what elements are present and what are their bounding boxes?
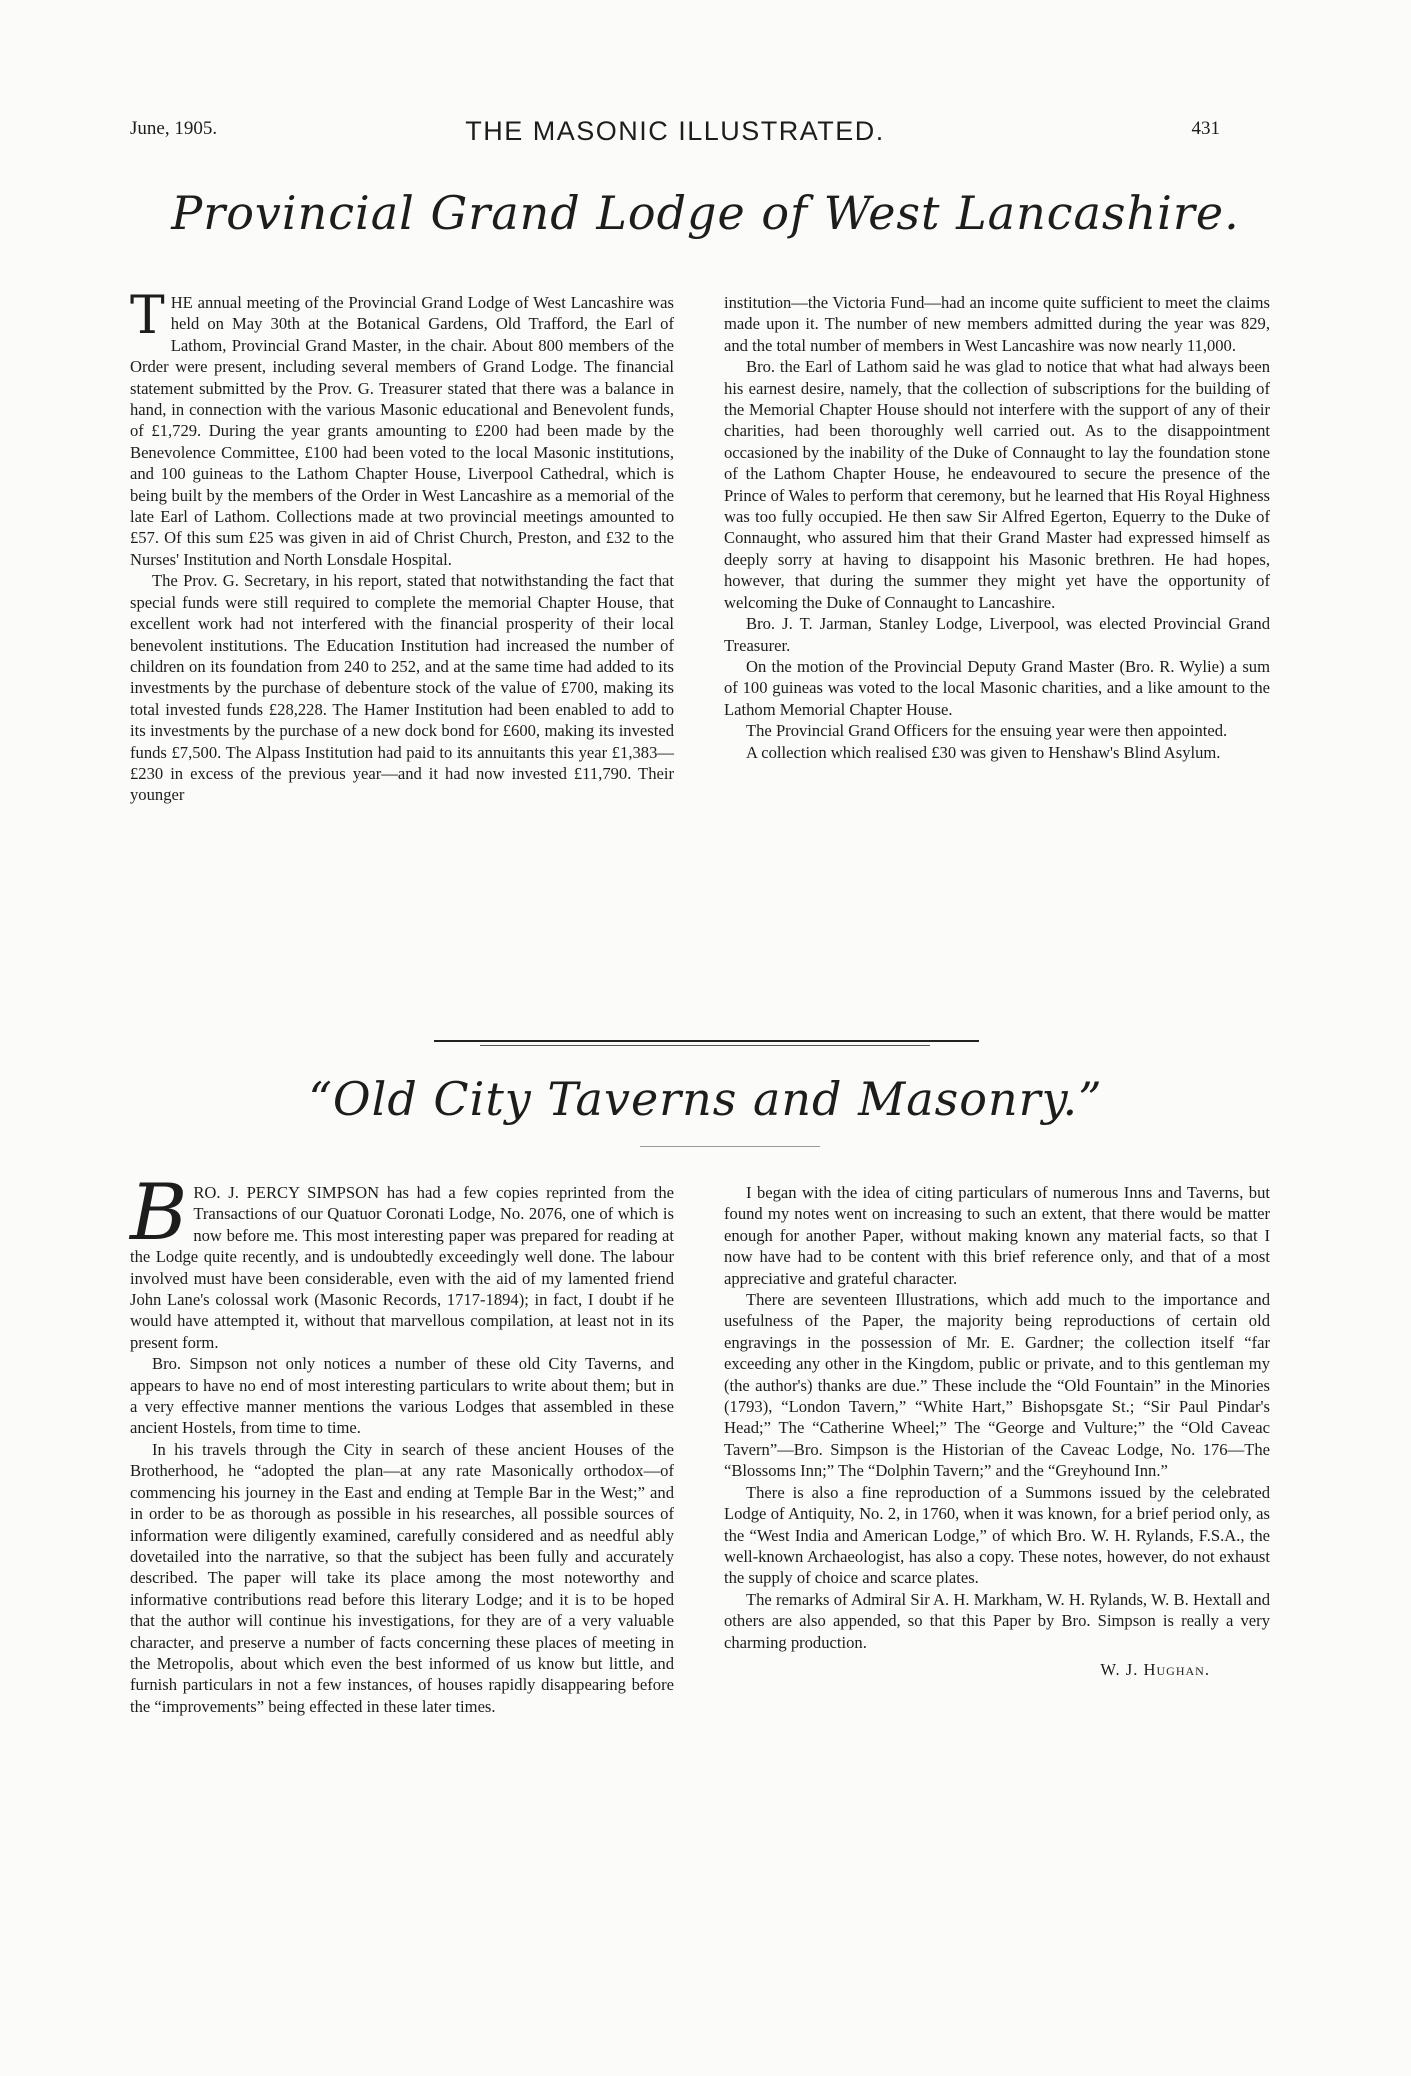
paragraph: institution—the Victoria Fund—had an income quite sufficient to meet the claims made upon it. The number of new members admitted during the year was 829, and the total number of members in West Lancashire was now nearly 11,000. xyxy=(724,293,1270,355)
article-1-column-2 xyxy=(724,292,1270,763)
paragraph: There are seventeen Illustrations, which add much to the importance and usefulness of the Paper, the majority being reproductions of certain old engravings in the possession of Mr. E. Gardner; the collection itself “far exceeding any other in the Kingdom, public or private, and to this gentleman my (the author's) thanks are due.” These include the “Old Fountain” in the Minories (1793), “London Tavern,” “White Hart,” Bishopsgate St.; “Sir Paul Pindar's Head;” The “Catherine Wheel;” The “George and Vulture;” the “Old Caveac Tavern”—Bro. Simpson is the Historian of the Caveac Lodge, No. 176—The “Blossoms Inn;” The “Dolphin Tavern;” and the “Greyhound Inn.” xyxy=(724,1290,1270,1481)
running-head xyxy=(130,116,1220,152)
article-1-column-1 xyxy=(130,286,674,806)
publication-title: THE MASONIC ILLUSTRATED. xyxy=(465,116,885,146)
article-2-column-2 xyxy=(724,1182,1270,1680)
section-divider-thin xyxy=(480,1045,930,1046)
paragraph: A collection which realised £30 was given to Henshaw's Blind Asylum. xyxy=(746,742,1221,762)
paragraph: Bro. J. T. Jarman, Stanley Lodge, Liverpool, was elected Provincial Grand Treasurer. xyxy=(724,614,1270,655)
issue-date: June, 1905. xyxy=(130,118,218,139)
drop-cap: B xyxy=(130,1168,188,1258)
article-1-title: Provincial Grand Lodge of West Lancashire. xyxy=(171,186,1240,240)
paragraph: Bro. the Earl of Lathom said he was glad to notice that what had always been his earnest desire, namely, that the collection of subscriptions for the building of the Memorial Chapter House should not interfere with the support of any of their charities, had been thoroughly well carried out. As to the disappointment occasioned by the inability of the Duke of Connaught to lay the foundation stone of the Lathom Chapter House, he endeavoured to secure the presence of the Prince of Wales to perform that ceremony, but he learned that His Royal Highness was too fully occupied. He then saw Sir Alfred Egerton, Equerry to the Duke of Connaught, who assured him that their Grand Master had expressed himself as deeply sorry at having to disappoint his Masonic brethren. He had hopes, however, that during the summer they might yet have the opportunity of welcoming the Duke of Connaught to Lancashire. xyxy=(724,357,1270,612)
paragraph: The Prov. G. Secretary, in his report, stated that notwithstanding the fact that special funds were still required to complete the memorial Chapter House, that excellent work had not interfered with the financial prosperity of their local benevolent institutions. The Education Institution had increased the number of children on its foundation from 240 to 252, and at the same time had added to its investments by the purchase of debenture stock of the value of £700, making its total invested funds £28,228. The Hamer Institution had been enabled to add to its investments by the purchase of a new dock bond for £600, making its invested funds £7,500. The Alpass Institution had paid to its annuitants this year £1,383—£230 in excess of the previous year—and it had now invested £11,790. Their younger xyxy=(130,571,674,805)
paragraph: Bro. Simpson not only notices a number of these old City Taverns, and appears to have no end of most interesting particulars to write about them; but in a very effective manner mentions the various Lodges that assembled in these ancient Hostels, from time to time. xyxy=(130,1354,674,1438)
paragraph: There is also a fine reproduction of a Summons issued by the celebrated Lodge of Antiquity, No. 2, in 1760, when it was known, for a brief period only, as the “West India and American Lodge,” of which Bro. W. H. Rylands, F.S.A., the well-known Archaeologist, has also a copy. These notes, however, do not exhaust the supply of choice and scarce plates. xyxy=(724,1482,1270,1588)
paragraph: The Provincial Grand Officers for the ensuing year were then appointed. xyxy=(746,721,1228,741)
paragraph: BRO. J. PERCY SIMPSON has had a few copies reprinted from the Transactions of our Quatuor Coronati Lodge, No. 2076, one of which is now before me. This most interesting paper was prepared for reading at the Lodge quite recently, and is undoubtedly exceedingly well done. The labour involved must have been considerable, even with the aid of my lamented friend John Lane's colossal work (Masonic Records, 1717-1894); in fact, I doubt if he would have attempted it, without that marvellous compilation, at least not in its present form. xyxy=(130,1168,674,1352)
article-2-title: “Old City Taverns and Masonry.” xyxy=(308,1072,1103,1126)
author-signature: W. J. Hughan. xyxy=(1100,1659,1210,1679)
paragraph: The remarks of Admiral Sir A. H. Markham, W. H. Rylands, W. B. Hextall and others are also appended, so that this Paper by Bro. Simpson is really a very charming production. xyxy=(724,1589,1270,1652)
paragraph: On the motion of the Provincial Deputy Grand Master (Bro. R. Wylie) a sum of 100 guineas was voted to the local Masonic charities, and a like amount to the Lathom Memorial Chapter House. xyxy=(724,656,1270,719)
paragraph: In his travels through the City in search of these ancient Houses of the Brotherhood, he “adopted the plan—at any rate Masonically orthodox—of commencing his journey in the East and ending at Temple Bar in the West;” and in order to be as thorough as possible in his researches, all possible sources of information were diligently examined, carefully considered and as needful ably dovetailed into the narrative, so that the subject has been fully and accurately described. The paper will take its place among the most noteworthy and informative contributions read before this literary Lodge; and it is to be hoped that the author will continue his investigations, for they are of a very valuable character, and preserve a number of facts concerning these places of meeting in the Metropolis, about which even the best informed of us know but little, and furnish particulars in not a few instances, of houses rapidly disappearing before the “improvements” being effected in these later times. xyxy=(130,1439,674,1716)
paragraph: I began with the idea of citing particulars of numerous Inns and Taverns, but found my notes went on increasing to such an extent, that there would be matter enough for another Paper, without making known any material facts, so that I now have had to be content with this brief reference only, and that of a most appreciative and grateful character. xyxy=(724,1183,1270,1288)
page-number: 431 xyxy=(1191,118,1220,139)
article-2-column-1 xyxy=(130,1168,674,1717)
title-rule xyxy=(640,1146,820,1147)
section-divider xyxy=(434,1040,979,1042)
drop-cap: T xyxy=(130,286,165,346)
paragraph: THE annual meeting of the Provincial Grand Lodge of West Lancashire was held on May 30th at the Botanical Gardens, Old Trafford, the Earl of Lathom, Provincial Grand Master, in the chair. About 800 members of the Order were present, including several members of Grand Lodge. The financial statement submitted by the Prov. G. Treasurer stated that there was a balance in hand, in connection with the various Masonic educational and Benevolent funds, of £1,729. During the year grants amounting to £200 had been made by the Benevolence Committee, £100 had been voted to the local Masonic institutions, and 100 guineas to the Lathom Chapter House, Liverpool Cathedral, which is being built by the members of the Order in West Lancashire as a memorial of the late Earl of Lathom. Collections made at two provincial meetings amounted to £57. Of this sum £25 was given in aid of Christ Church, Preston, and £32 to the Nurses' Institution and North Lonsdale Hospital. xyxy=(130,286,674,569)
